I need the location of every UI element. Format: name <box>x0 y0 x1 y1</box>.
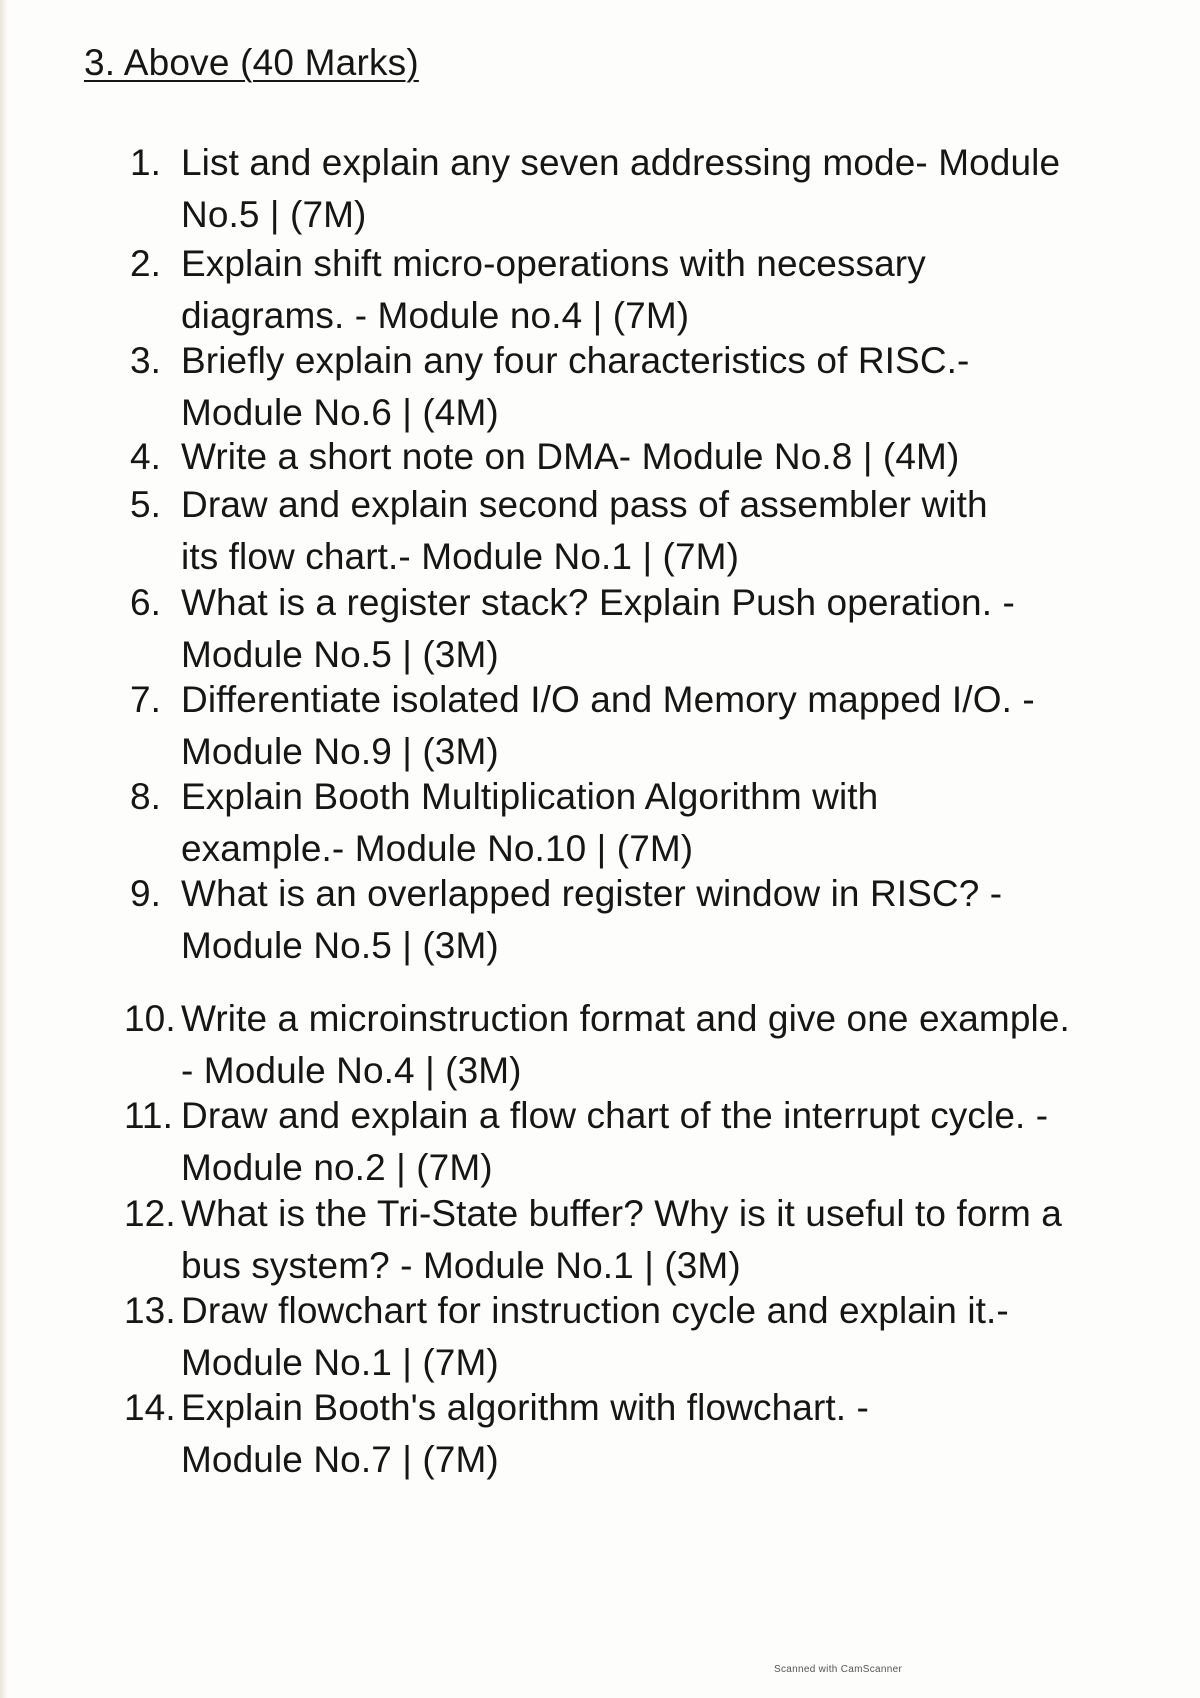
question-number: 1. <box>130 142 162 183</box>
question-text: Explain Booth's algorithm with flowchart. - Module No.7 | (7M) <box>181 1387 869 1480</box>
question-number: 2. <box>130 243 162 284</box>
scan-edge <box>0 0 8 1698</box>
question-text: Explain Booth Multiplication Algorithm with example.- Module No.10 | (7M) <box>181 776 879 869</box>
question-text: Write a microinstruction format and give one example. - Module No.4 | (3M) <box>181 998 1070 1091</box>
question-number: 14. <box>124 1387 176 1428</box>
question-number: 3. <box>130 340 162 381</box>
question-number: 11. <box>124 1095 173 1136</box>
question-text: Draw and explain a flow chart of the interrupt cycle. - Module no.2 | (7M) <box>181 1095 1049 1188</box>
question-number: 6. <box>130 582 162 623</box>
question-number: 13. <box>124 1290 176 1331</box>
question-text: Write a short note on DMA- Module No.8 | (4M) <box>181 436 960 477</box>
question-text: What is a register stack? Explain Push operation. - Module No.5 | (3M) <box>181 582 1015 675</box>
question-number: 4. <box>130 436 162 477</box>
scanner-watermark: Scanned with CamScanner <box>774 1664 903 1675</box>
question-text: Draw flowchart for instruction cycle and explain it.- Module No.1 | (7M) <box>181 1290 1009 1383</box>
question-number: 9. <box>130 873 162 914</box>
question-number: 7. <box>130 679 162 720</box>
question-text: What is an overlapped register window in RISC? - Module No.5 | (3M) <box>181 873 1003 966</box>
question-number: 5. <box>130 484 162 525</box>
question-text: Explain shift micro-operations with necessary diagrams. - Module no.4 | (7M) <box>181 243 926 336</box>
question-number: 12. <box>124 1193 176 1234</box>
question-text: Draw and explain second pass of assembler with its flow chart.- Module No.1 | (7M) <box>181 484 988 577</box>
question-number: 10. <box>124 998 176 1039</box>
question-text: What is the Tri-State buffer? Why is it useful to form a bus system? - Module No.1 | (3M) <box>181 1193 1062 1286</box>
section-heading: 3. Above (40 Marks) <box>84 42 419 83</box>
question-text: Briefly explain any four characteristics of RISC.- Module No.6 | (4M) <box>181 340 970 433</box>
question-text: Differentiate isolated I/O and Memory mapped I/O. - Module No.9 | (3M) <box>181 679 1035 772</box>
question-text: List and explain any seven addressing mode- Module No.5 | (7M) <box>181 142 1061 235</box>
question-number: 8. <box>130 776 162 817</box>
